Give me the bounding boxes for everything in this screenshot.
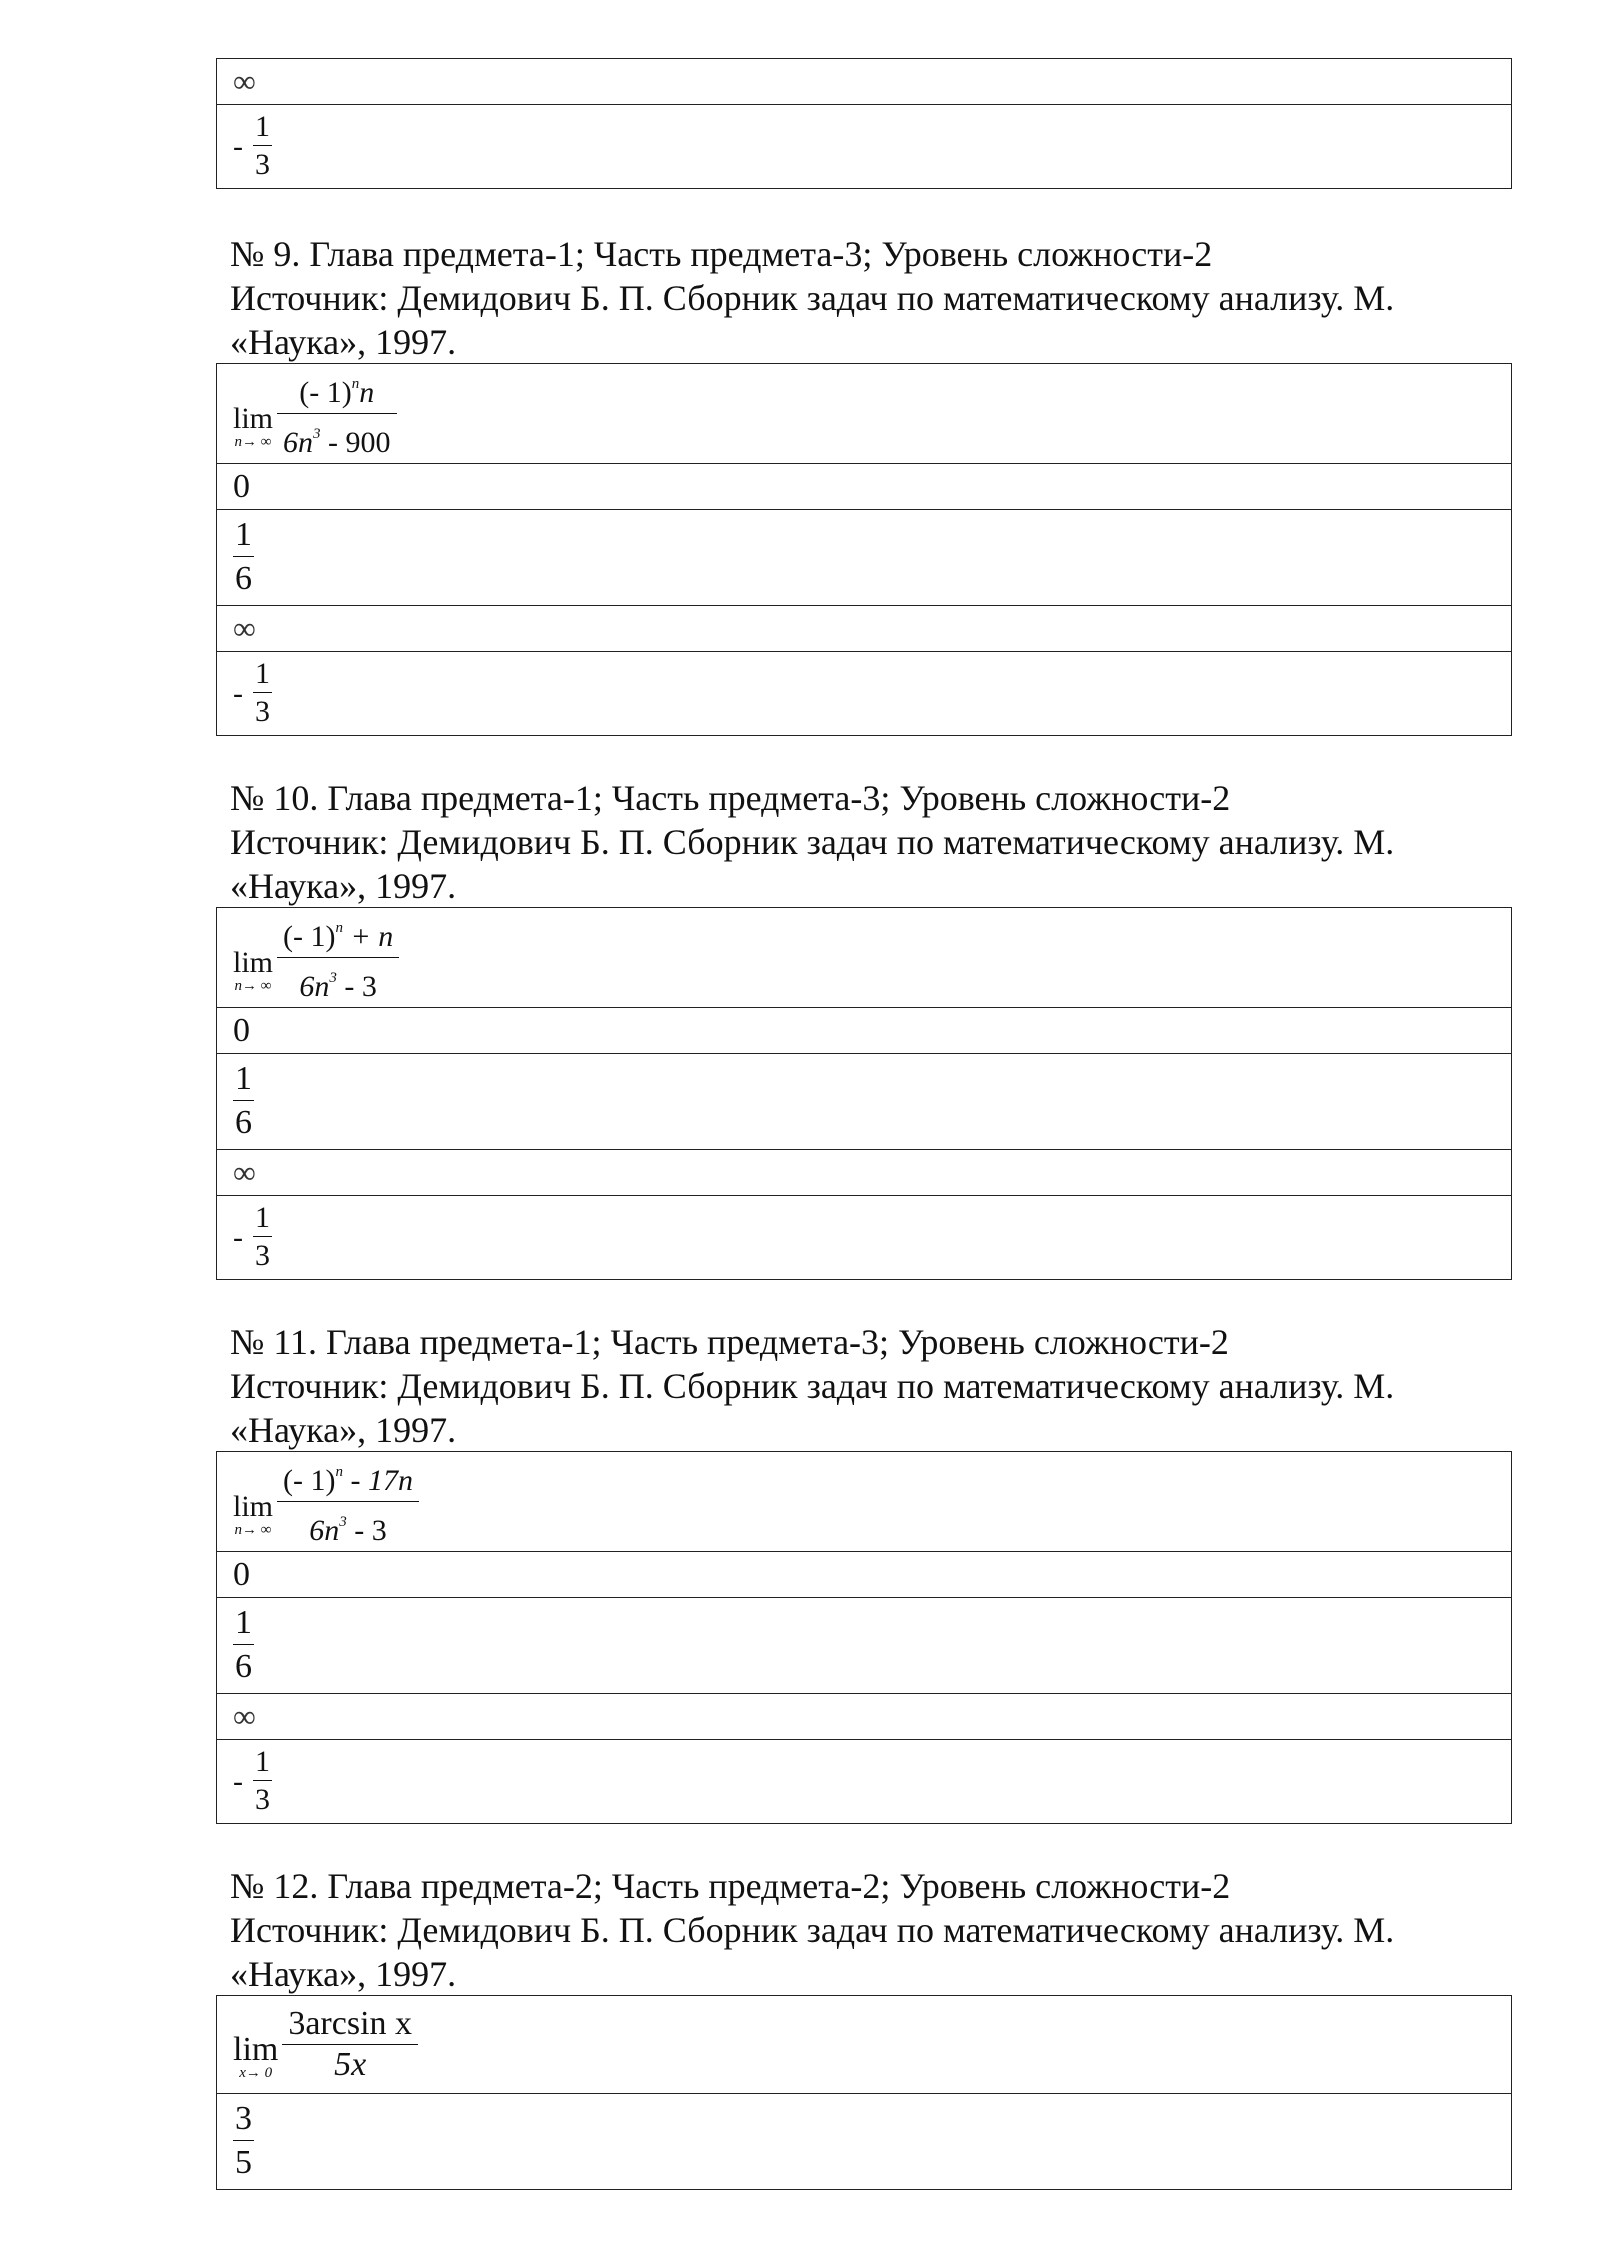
problem-table [216,363,1512,736]
fraction-numerator: 3 [235,2100,252,2137]
answer-row [217,2094,1512,2190]
fraction-denominator: 3 [255,695,270,728]
answer-infinity: ∞ [233,1697,256,1734]
fraction-numerator: 1 [235,516,252,553]
fraction-numerator: 1 [255,110,270,143]
answer-row [217,464,1512,510]
answer-row [217,1740,1512,1824]
question-row [217,1452,1512,1552]
limit-formula [233,364,397,463]
problem-source-cont: «Наука», 1997. [230,322,457,362]
formula-numerator: (- 1)$^n$n [299,376,375,409]
fraction-denominator: 6 [235,560,252,597]
problem-source-cont: «Наука», 1997. [230,866,457,906]
lim-subscript: n→ ∞ [234,977,272,994]
answer-row [217,606,1512,652]
formula-denominator: 5x [334,2046,367,2083]
formula-denominator: $6n^3 - 3$ [309,1514,387,1547]
lim-label: lim [233,401,274,435]
lim-subscript: n→ ∞ [234,433,272,450]
limit-formula [233,908,399,1007]
answer-row [217,1598,1512,1694]
answer-row [217,1196,1512,1280]
answer-zero: 0 [233,1011,250,1049]
formula-numerator: 3arcsin x [288,2005,413,2042]
problem-table [216,1995,1512,2190]
fraction-denominator: 6 [235,1104,252,1141]
fraction-denominator: 3 [255,1239,270,1272]
fraction-numerator: 1 [235,1060,252,1097]
problem-header: № 9. Глава предмета-1; Часть предмета-3; Уровень сложности-2 [230,234,1213,274]
problem-header: № 10. Глава предмета-1; Часть предмета-3; Уровень сложности-2 [230,778,1231,818]
question-row [217,908,1512,1008]
answer-minus-sign: - [233,1764,243,1798]
problem-heading [230,1320,1530,1452]
question-row [217,1996,1512,2094]
problem-table [216,907,1512,1280]
problem-source: Источник: Демидович Б. П. Сборник задач по математическому анализу. М. [230,1366,1395,1406]
answer-fraction [233,1058,254,1145]
problem-source-cont: «Наука», 1997. [230,1410,457,1450]
answer-row [217,1552,1512,1598]
answer-minus-sign: - [233,676,243,710]
fraction-numerator: 1 [255,1745,270,1778]
answer-fraction [253,109,272,184]
answer-row [217,510,1512,606]
formula-denominator: $6n^3 - 900$ [283,426,391,459]
answer-row [217,1054,1512,1150]
answer-row [217,1150,1512,1196]
answer-fraction [253,656,272,731]
fraction-numerator: 1 [255,657,270,690]
lim-subscript: n→ ∞ [234,1521,272,1538]
fraction-denominator: 3 [255,148,270,181]
answer-row [217,1008,1512,1054]
formula-numerator: (- 1)$^n$ - 17n [283,1464,413,1497]
answer-minus-sign: - [233,1220,243,1254]
answer-row [217,105,1512,189]
lim-label: lim [233,1489,274,1523]
answer-infinity: ∞ [233,609,256,646]
fraction-denominator: 3 [255,1783,270,1816]
answers-table-prev [216,58,1512,189]
limit-formula [233,2004,418,2085]
answer-infinity: ∞ [233,1153,256,1190]
formula-denominator: $6n^3 - 3$ [299,970,377,1003]
answer-fraction [253,1744,272,1819]
answer-row [217,1694,1512,1740]
fraction-denominator: 5 [235,2144,252,2181]
answer-row [217,652,1512,736]
problem-heading [230,776,1530,908]
problem-source: Источник: Демидович Б. П. Сборник задач по математическому анализу. М. [230,822,1395,862]
answer-row [217,59,1512,105]
problem-source: Источник: Демидович Б. П. Сборник задач по математическому анализу. М. [230,278,1395,318]
lim-label: lim [233,2030,279,2068]
problem-source-cont: «Наука», 1997. [230,1954,457,1994]
lim-label: lim [233,945,274,979]
fraction-numerator: 1 [255,1201,270,1234]
answer-infinity: ∞ [233,62,256,99]
fraction-denominator: 6 [235,1648,252,1685]
answer-zero: 0 [233,467,250,505]
limit-formula [233,1452,419,1551]
problem-heading [230,1864,1530,1996]
answer-fraction [233,2098,254,2185]
answer-fraction [233,1602,254,1689]
answer-zero: 0 [233,1555,250,1593]
problem-header: № 11. Глава предмета-1; Часть предмета-3; Уровень сложности-2 [230,1322,1229,1362]
problem-header: № 12. Глава предмета-2; Часть предмета-2; Уровень сложности-2 [230,1866,1231,1906]
lim-subscript: x→ 0 [239,2064,273,2081]
formula-numerator: (- 1)$^n$ + n [283,920,394,953]
answer-minus-sign: - [233,129,243,163]
problem-source: Источник: Демидович Б. П. Сборник задач по математическому анализу. М. [230,1910,1395,1950]
fraction-numerator: 1 [235,1604,252,1641]
problem-table [216,1451,1512,1824]
answer-fraction [233,514,254,601]
question-row [217,364,1512,464]
problem-heading [230,232,1530,364]
answer-fraction [253,1200,272,1275]
